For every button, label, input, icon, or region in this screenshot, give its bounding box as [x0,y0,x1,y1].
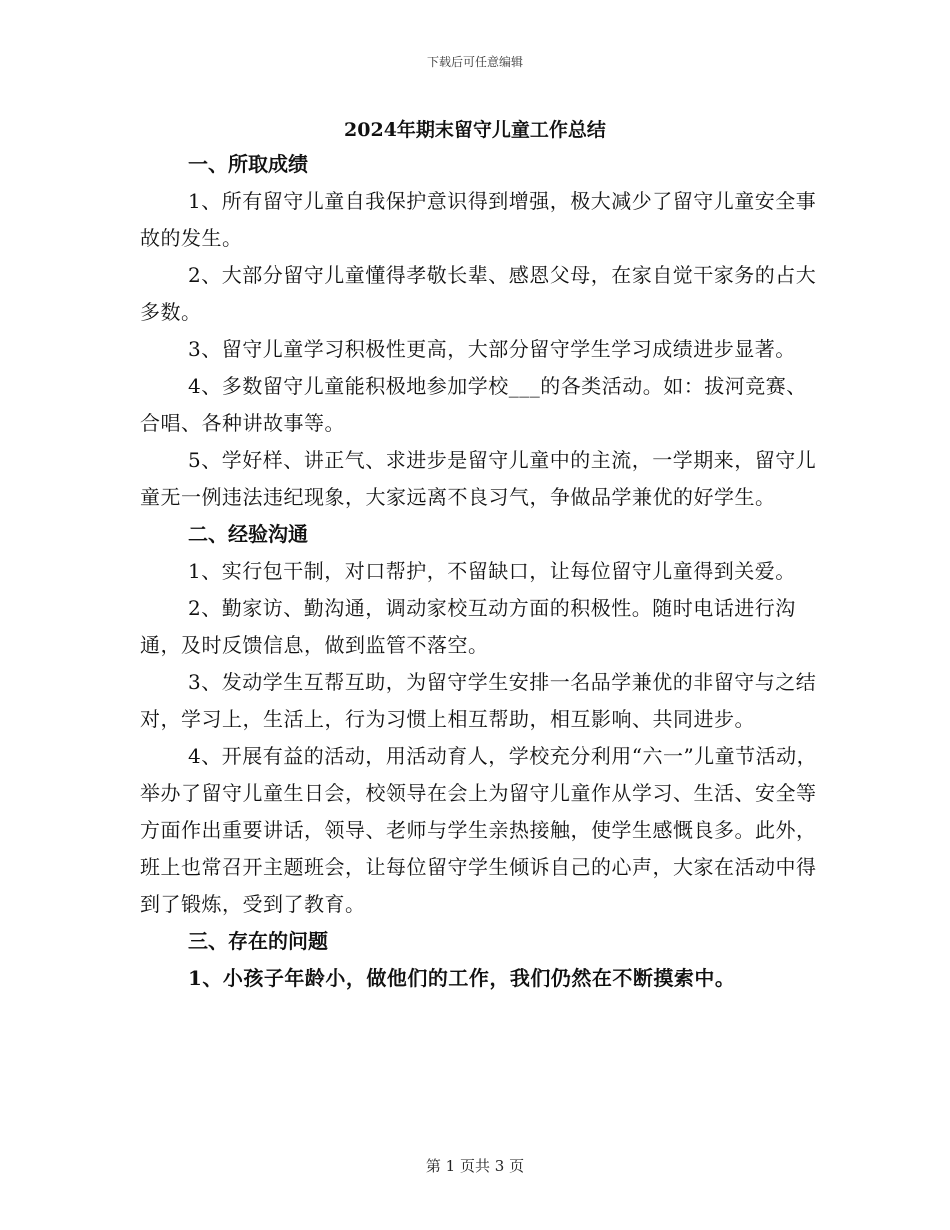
document-body [140,146,820,997]
paragraph: 3、发动学生互帮互助，为留守学生安排一名品学兼优的非留守与之结对，学习上，生活上，行为习惯上相互帮助，相互影响、共同进步。 [140,670,817,731]
paragraph: 1、小孩子年龄小，做他们的工作，我们仍然在不断摸索中。 [188,966,736,990]
paragraph: 4、多数留守儿童能积极地参加学校___的各类活动。如：拔河竞赛、合唱、各种讲故事等。 [140,374,807,435]
paragraph: 1、所有留守儿童自我保护意识得到增强，极大减少了留守儿童安全事故的发生。 [140,189,817,250]
paragraph: 4、开展有益的活动，用活动育人，学校充分利用“六一”儿童节活动，举办了留守儿童生日会，校领导在会上为留守儿童作从学习、生活、安全等方面作出重要讲话，领导、老师与学生亲热接触，使学生感慨良多。此外，班上也常召开主题班会，让每位留守学生倾诉自己的心声，大家在活动中得到了锻炼，受到了教育。 [140,744,818,916]
document-title: 2024年期末留守儿童工作总结 [344,119,606,141]
header-note: 下载后可任意编辑 [426,55,523,69]
section-heading: 二、经验沟通 [188,522,308,546]
page-footer: 第 1 页共 3 页 [425,1157,525,1175]
paragraph: 2、勤家访、勤沟通，调动家校互动方面的积极性。随时电话进行沟通，及时反馈信息，做到监管不落空。 [140,596,796,657]
section-heading: 三、存在的问题 [188,929,328,953]
section-heading: 一、所取成绩 [188,152,308,176]
paragraph: 1、实行包干制，对口帮护，不留缺口，让每位留守儿童得到关爱。 [188,559,796,583]
paragraph: 2、大部分留守儿童懂得孝敬长辈、感恩父母，在家自觉干家务的占大多数。 [140,263,817,324]
paragraph: 3、留守儿童学习积极性更高，大部分留守学生学习成绩进步显著。 [188,337,796,361]
paragraph: 5、学好样、讲正气、求进步是留守儿童中的主流，一学期来，留守儿童无一例违法违纪现象，大家远离不良习气，争做品学兼优的好学生。 [140,448,817,509]
